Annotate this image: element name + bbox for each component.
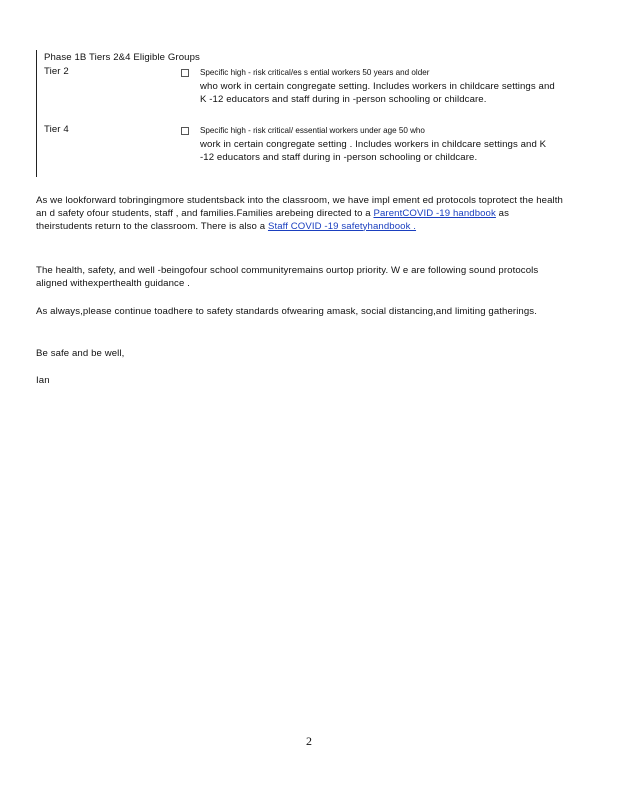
tier-4-first-line: Specific high - risk critical/ essential workers under age 50 who (200, 126, 425, 135)
staff-covid-handbook-link[interactable]: Staff COVID -19 safetyhandbook (267, 220, 411, 232)
tier-4-continued: work in certain congregate setting . Includes workers in childcare settings and K -12 educators and staff during in -person schooling or childcare. (200, 138, 547, 163)
checkbox-bullet-icon (181, 127, 189, 135)
checkbox-bullet-icon (181, 69, 189, 77)
paragraph-safety-standards: As always,please continue toadhere to safety standards ofwearing amask, social distancing,and limiting gatherings. (36, 306, 537, 317)
tier-2-first-line: Specific high - risk critical/es s ential workers 50 years and older (200, 68, 430, 77)
parent-covid-handbook-link[interactable]: ParentCOVID -19 handbook (373, 207, 496, 219)
paragraph-text: as theirstudents return to the classroom. There is also a (36, 207, 510, 232)
paragraph-end: . (410, 220, 417, 232)
paragraph-classroom (36, 195, 566, 233)
table-border (36, 50, 37, 177)
tier-4-description (200, 124, 560, 164)
tier-2-continued: who work in certain congregate setting. Includes workers in childcare settings and K -12 educators and staff during in -person schooling or childcare. (200, 80, 555, 105)
paragraph-text: As we lookforward tobringingmore studentsback into the classroom, we have impl ement ed protocols toprotect the health an d safety ofour students, staff , and families.Families arebeing directed to a (36, 195, 563, 219)
tier-2-description (200, 66, 560, 106)
page-number: 2 (306, 734, 312, 748)
paragraph-priority: The health, safety, and well -beingofour school communityremains ourtop priority. W e are following sound protocols aligned withexperthealth guidance . (36, 265, 539, 289)
tier-4-label: Tier 4 (44, 124, 69, 135)
tier-2-label: Tier 2 (44, 66, 69, 77)
table-header: Phase 1B Tiers 2&4 Eligible Groups (44, 52, 200, 63)
signature-name: Ian (36, 375, 50, 386)
closing-line: Be safe and be well, (36, 348, 125, 359)
